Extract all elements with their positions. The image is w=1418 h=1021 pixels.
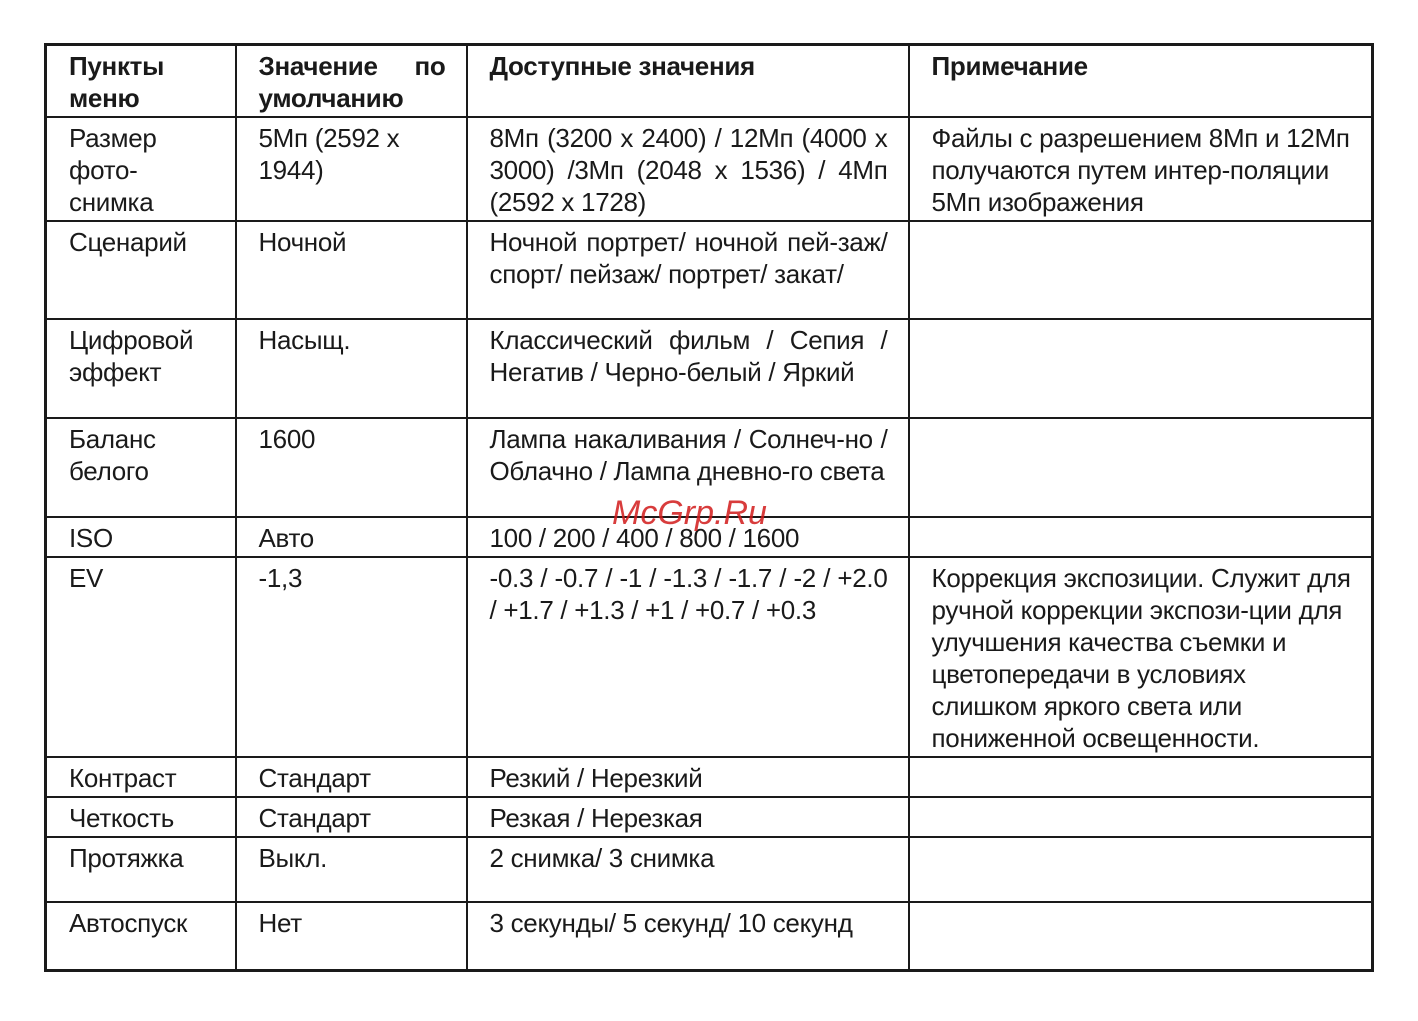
- table-row: [46, 902, 1373, 970]
- row-item: Сценарий: [46, 221, 236, 319]
- row-values: Резкий / Нерезкий: [467, 757, 909, 797]
- row-note: [909, 517, 1373, 557]
- table-header-row: [46, 45, 1373, 118]
- row-values: 100 / 200 / 400 / 800 / 1600: [467, 517, 909, 557]
- table-row: [46, 319, 1373, 418]
- row-note: [909, 221, 1373, 319]
- row-values: Лампа накаливания / Солнеч-но / Облачно / Лампа дневно-го света: [467, 418, 909, 517]
- row-note: [909, 418, 1373, 517]
- row-item: Четкость: [46, 797, 236, 837]
- row-default: Нет: [236, 902, 467, 970]
- camera-settings-table: [44, 43, 1374, 972]
- row-values: 3 секунды/ 5 секунд/ 10 секунд: [467, 902, 909, 970]
- row-note: Коррекция экспозиции. Служит для ручной коррекции экспози-ции для улучшения качества съемки и цветопередачи в условиях слишком яркого света или пониженной освещенности.: [909, 557, 1373, 757]
- row-item: Баланс белого: [46, 418, 236, 517]
- row-note: Файлы с разрешением 8Мп и 12Мп получаются путем интер-поляции 5Мп изображения: [909, 117, 1373, 221]
- header-available-values: Доступные значения: [467, 45, 909, 118]
- row-default: 1600: [236, 418, 467, 517]
- table-row: [46, 797, 1373, 837]
- row-item: Цифровой эффект: [46, 319, 236, 418]
- watermark: McGrp.Ru: [612, 494, 767, 532]
- row-values: Резкая / Нерезкая: [467, 797, 909, 837]
- table-row: [46, 757, 1373, 797]
- row-default: Выкл.: [236, 837, 467, 902]
- row-item: Контраст: [46, 757, 236, 797]
- table-row: [46, 557, 1373, 757]
- row-default: Насыщ.: [236, 319, 467, 418]
- row-default: -1,3: [236, 557, 467, 757]
- row-values: Классический фильм / Сепия / Негатив / Черно-белый / Яркий: [467, 319, 909, 418]
- row-note: [909, 902, 1373, 970]
- header-menu-items: Пункты меню: [46, 45, 236, 118]
- row-values: 8Мп (3200 x 2400) / 12Мп (4000 x 3000) /3Мп (2048 x 1536) / 4Мп (2592 x 1728): [467, 117, 909, 221]
- row-item: Размер фото-снимка: [46, 117, 236, 221]
- row-values: -0.3 / -0.7 / -1 / -1.3 / -1.7 / -2 / +2.0 / +1.7 / +1.3 / +1 / +0.7 / +0.3: [467, 557, 909, 757]
- row-default: Стандарт: [236, 757, 467, 797]
- header-default-value: Значение по умолчанию: [236, 45, 467, 118]
- row-default: 5Мп (2592 x 1944): [236, 117, 467, 221]
- row-default: Авто: [236, 517, 467, 557]
- header-note: Примечание: [909, 45, 1373, 118]
- table-row: [46, 117, 1373, 221]
- table-row: [46, 221, 1373, 319]
- row-values: 2 снимка/ 3 снимка: [467, 837, 909, 902]
- row-note: [909, 319, 1373, 418]
- row-item: Автоспуск: [46, 902, 236, 970]
- row-default: Ночной: [236, 221, 467, 319]
- row-item: EV: [46, 557, 236, 757]
- row-note: [909, 837, 1373, 902]
- row-item: Протяжка: [46, 837, 236, 902]
- row-default: Стандарт: [236, 797, 467, 837]
- row-values: Ночной портрет/ ночной пей-заж/ спорт/ пейзаж/ портрет/ закат/: [467, 221, 909, 319]
- table-row: [46, 418, 1373, 517]
- row-note: [909, 797, 1373, 837]
- table-row: [46, 837, 1373, 902]
- row-item: ISO: [46, 517, 236, 557]
- table-row: [46, 517, 1373, 557]
- row-note: [909, 757, 1373, 797]
